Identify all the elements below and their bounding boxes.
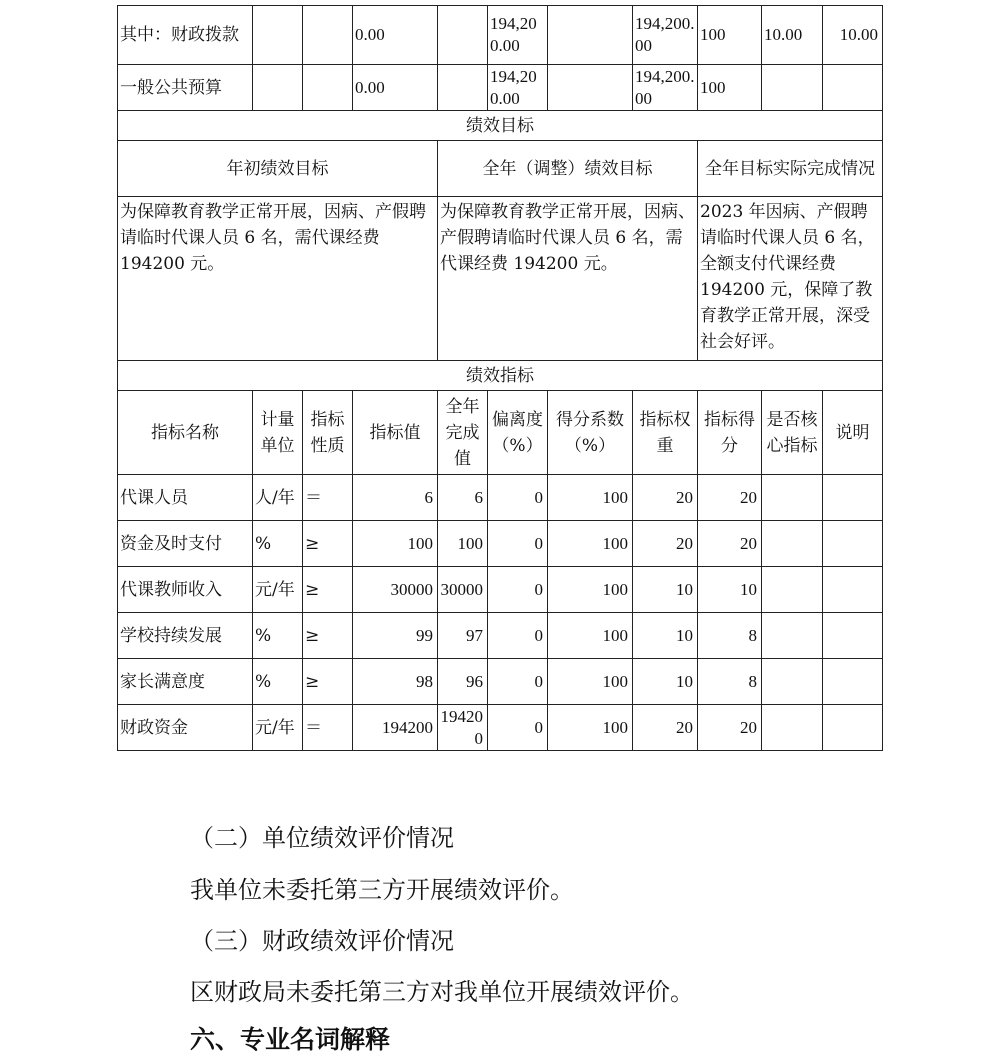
- funding-cell: [438, 6, 488, 65]
- indicator-name: 学校持续发展: [118, 613, 253, 659]
- indicators-title-row: [118, 361, 883, 391]
- indicator-unit: %: [253, 521, 303, 567]
- indicator-score: 8: [698, 613, 762, 659]
- funding-cell: 10.00: [762, 6, 823, 65]
- table-row: [118, 567, 883, 613]
- indicator-actual: 96: [438, 659, 488, 705]
- header-actual: 全年完成值: [438, 391, 488, 475]
- goals-header-row: [118, 141, 883, 197]
- indicator-target: 98: [353, 659, 438, 705]
- indicator-name: 财政资金: [118, 705, 253, 751]
- indicators-section-title: 绩效指标: [118, 361, 883, 391]
- adjusted-goal-header: 全年（调整）绩效目标: [438, 141, 698, 197]
- indicator-coef: 100: [548, 567, 633, 613]
- header-target: 指标值: [353, 391, 438, 475]
- header-name: 指标名称: [118, 391, 253, 475]
- funding-row: [118, 6, 883, 65]
- indicator-target: 194200: [353, 705, 438, 751]
- header-coef: 得分系数（%）: [548, 391, 633, 475]
- indicator-score: 10: [698, 567, 762, 613]
- actual-completion-text: 2023 年因病、产假聘请临时代课人员 6 名，全额支付代课经费 194200 元，保障了教育教学正常开展，深受社会好评。: [698, 197, 883, 361]
- indicator-deviation: 0: [488, 613, 548, 659]
- indicator-nature: ≥: [303, 567, 353, 613]
- header-core: 是否核心指标: [762, 391, 823, 475]
- funding-cell: [548, 6, 633, 65]
- indicator-name: 代课人员: [118, 475, 253, 521]
- indicator-weight: 20: [633, 521, 698, 567]
- funding-cell: [823, 65, 883, 111]
- indicator-score: 20: [698, 521, 762, 567]
- indicator-note: [823, 659, 883, 705]
- goals-section-title: 绩效目标: [118, 111, 883, 141]
- indicator-weight: 20: [633, 705, 698, 751]
- indicator-name: 代课教师收入: [118, 567, 253, 613]
- indicator-coef: 100: [548, 475, 633, 521]
- funding-cell: [303, 65, 353, 111]
- funding-cell: [762, 65, 823, 111]
- funding-cell: [253, 6, 303, 65]
- indicator-note: [823, 521, 883, 567]
- indicator-weight: 10: [633, 659, 698, 705]
- table-row: [118, 475, 883, 521]
- funding-cell: 194,200.00: [488, 6, 548, 65]
- indicator-target: 100: [353, 521, 438, 567]
- indicator-nature: ≥: [303, 659, 353, 705]
- funding-label: 其中：财政拨款: [118, 6, 253, 65]
- indicator-note: [823, 613, 883, 659]
- adjusted-goal-text: 为保障教育教学正常开展，因病、产假聘请临时代课人员 6 名，需代课经费 194200 元。: [438, 197, 698, 361]
- funding-cell: 194,200.00: [633, 65, 698, 111]
- finance-evaluation-body: 区财政局未委托第三方对我单位开展绩效评价。: [190, 978, 694, 1006]
- indicator-target: 6: [353, 475, 438, 521]
- indicator-unit: 人/年: [253, 475, 303, 521]
- header-score: 指标得分: [698, 391, 762, 475]
- indicator-deviation: 0: [488, 475, 548, 521]
- indicator-core: [762, 659, 823, 705]
- indicator-note: [823, 705, 883, 751]
- indicator-core: [762, 475, 823, 521]
- funding-cell: 100: [698, 6, 762, 65]
- indicator-unit: 元/年: [253, 567, 303, 613]
- indicator-actual: 30000: [438, 567, 488, 613]
- terminology-section-heading: 六、专业名词解释: [190, 1025, 391, 1054]
- indicator-nature: ≥: [303, 613, 353, 659]
- indicator-actual: 6: [438, 475, 488, 521]
- initial-goal-header: 年初绩效目标: [118, 141, 438, 197]
- indicator-name: 资金及时支付: [118, 521, 253, 567]
- initial-goal-text: 为保障教育教学正常开展，因病、产假聘请临时代课人员 6 名，需代课经费 194200 元。: [118, 197, 438, 361]
- indicator-core: [762, 567, 823, 613]
- goals-title-row: [118, 111, 883, 141]
- header-weight: 指标权重: [633, 391, 698, 475]
- indicator-weight: 10: [633, 567, 698, 613]
- indicator-coef: 100: [548, 521, 633, 567]
- indicator-actual: 194200: [438, 705, 488, 751]
- indicator-core: [762, 521, 823, 567]
- finance-evaluation-heading: （三）财政绩效评价情况: [190, 927, 454, 955]
- table-row: [118, 521, 883, 567]
- indicator-actual: 97: [438, 613, 488, 659]
- funding-cell: [303, 6, 353, 65]
- indicator-deviation: 0: [488, 521, 548, 567]
- funding-cell: 100: [698, 65, 762, 111]
- unit-evaluation-heading: （二）单位绩效评价情况: [190, 824, 454, 852]
- funding-cell: [438, 65, 488, 111]
- unit-evaluation-body: 我单位未委托第三方开展绩效评价。: [190, 876, 574, 904]
- table-row: [118, 659, 883, 705]
- header-nature: 指标性质: [303, 391, 353, 475]
- funding-cell: 0.00: [353, 65, 438, 111]
- table-row: [118, 705, 883, 751]
- indicator-unit: 元/年: [253, 705, 303, 751]
- indicator-deviation: 0: [488, 705, 548, 751]
- funding-label: 一般公共预算: [118, 65, 253, 111]
- header-note: 说明: [823, 391, 883, 475]
- header-unit: 计量单位: [253, 391, 303, 475]
- indicator-nature: ＝: [303, 705, 353, 751]
- indicator-score: 20: [698, 475, 762, 521]
- indicators-header-row: [118, 391, 883, 475]
- funding-cell: 10.00: [823, 6, 883, 65]
- funding-cell: 194,200.00: [633, 6, 698, 65]
- funding-cell: [548, 65, 633, 111]
- indicator-actual: 100: [438, 521, 488, 567]
- indicator-note: [823, 567, 883, 613]
- indicator-unit: %: [253, 613, 303, 659]
- indicator-weight: 20: [633, 475, 698, 521]
- indicator-unit: %: [253, 659, 303, 705]
- indicator-coef: 100: [548, 705, 633, 751]
- header-deviation: 偏离度（%）: [488, 391, 548, 475]
- funding-row: [118, 65, 883, 111]
- table-row: [118, 613, 883, 659]
- indicator-nature: ≥: [303, 521, 353, 567]
- indicator-target: 99: [353, 613, 438, 659]
- indicator-name: 家长满意度: [118, 659, 253, 705]
- indicator-coef: 100: [548, 659, 633, 705]
- goals-content-row: [118, 197, 883, 361]
- indicator-coef: 100: [548, 613, 633, 659]
- indicator-nature: ＝: [303, 475, 353, 521]
- indicator-deviation: 0: [488, 567, 548, 613]
- funding-cell: 0.00: [353, 6, 438, 65]
- indicator-note: [823, 475, 883, 521]
- performance-table: [117, 5, 883, 751]
- indicator-target: 30000: [353, 567, 438, 613]
- funding-cell: [253, 65, 303, 111]
- funding-cell: 194,200.00: [488, 65, 548, 111]
- indicator-core: [762, 705, 823, 751]
- actual-completion-header: 全年目标实际完成情况: [698, 141, 883, 197]
- indicator-deviation: 0: [488, 659, 548, 705]
- indicator-score: 20: [698, 705, 762, 751]
- indicator-score: 8: [698, 659, 762, 705]
- indicator-core: [762, 613, 823, 659]
- indicator-weight: 10: [633, 613, 698, 659]
